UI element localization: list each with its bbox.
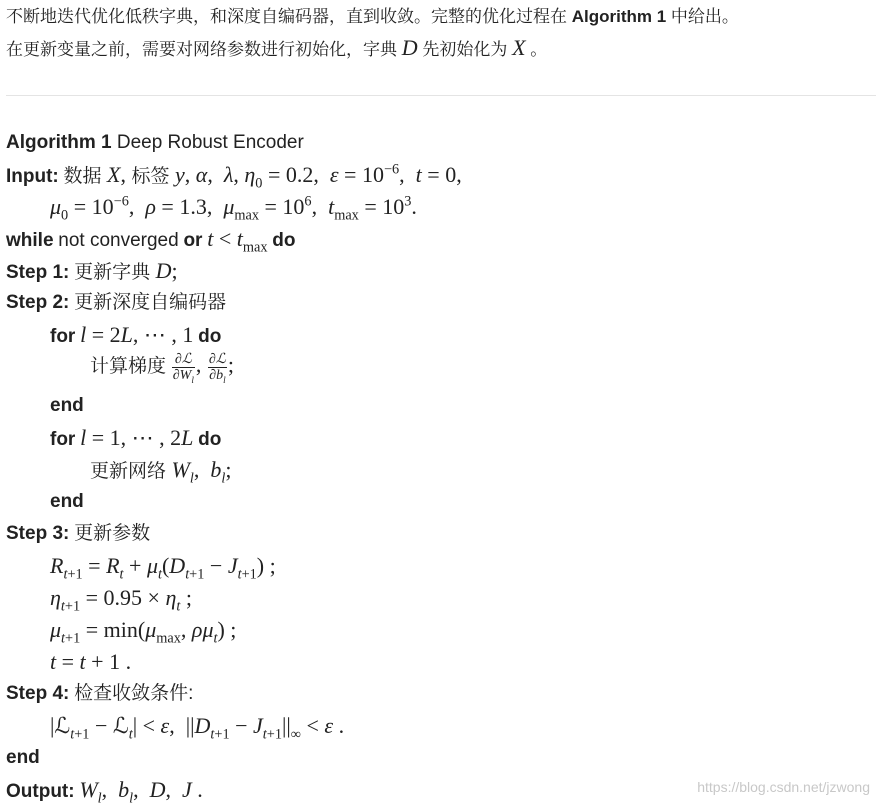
step4-keyword: Step 4:: [6, 683, 70, 704]
input-label-label: 标签: [131, 166, 170, 187]
while-line: [6, 226, 295, 254]
step3-text: 更新参数: [74, 523, 151, 544]
output-line: [6, 777, 203, 805]
convergence-line: [50, 713, 344, 741]
for-forward-line: [50, 425, 221, 453]
input-data-label: 数据: [63, 166, 102, 187]
end-line-2: [50, 489, 84, 515]
intro-text: 中给出。: [666, 7, 739, 26]
update-t-line: [50, 649, 131, 677]
update-eta-math: $\eta_{t+1} = 0.95 \times \eta_t$ ;: [50, 585, 192, 615]
for-forward-range: l = 1, ⋯ , 2L: [80, 425, 194, 450]
end-keyword: end: [50, 491, 84, 512]
intro-line-1: [6, 6, 739, 28]
step2-text: 更新深度自编码器: [74, 292, 227, 313]
gradient-line: 计算梯度 $\frac{\text{∂ℒ}}{\partial W_l}$ , $\frac{\text{∂ℒ}}{\partial b_l}$ ;: [90, 352, 235, 385]
input-params-b: y, α, λ, $\eta_0 = 0.2$, $\varepsilon = 10^{-6}$, t = 0,: [175, 161, 462, 192]
input-params-c: $\mu_0 = 10^{-6}$, ρ = 1.3, $\mu_{max} = 10^6$, $t_{max} = 10^3$.: [50, 193, 417, 224]
algorithm-name: Deep Robust Encoder: [111, 132, 304, 153]
input-line-2: [50, 194, 417, 222]
step1-keyword: Step 1:: [6, 262, 70, 283]
for-keyword: for: [50, 326, 76, 347]
step1-line: [6, 258, 178, 286]
step1-text: 更新字典: [74, 262, 151, 283]
end-line-1: [50, 393, 84, 419]
input-line-1: [6, 162, 462, 190]
end-keyword: end: [50, 395, 84, 416]
do-keyword: do: [272, 230, 296, 251]
input-keyword: Input:: [6, 166, 59, 187]
step3-keyword: Step 3:: [6, 523, 70, 544]
intro-algorithm-ref: Algorithm 1: [571, 7, 667, 26]
update-mu-line: [50, 617, 236, 645]
update-network-text: 更新网络: [90, 461, 167, 482]
algorithm-title: [6, 130, 304, 156]
update-eta-line: [50, 585, 192, 613]
algorithm-label: Algorithm 1: [6, 132, 112, 153]
update-r-line: [50, 553, 276, 581]
step1-math: D;: [155, 258, 178, 283]
intro-text: 。: [525, 40, 548, 59]
intro-line-2: [6, 37, 547, 61]
do-keyword: do: [198, 429, 222, 450]
convergence-math: |ℒ$_{t+1}$ − ℒ$_t$| < ε, $||D_{t+1} - J_{t+1}||_\infty < \varepsilon$ .: [50, 713, 345, 743]
update-mu-math: $\mu_{t+1} = \min(\mu_{max}$, $\rho\mu_t$) ;: [50, 617, 237, 647]
watermark-url: https://blog.csdn.net/jzwong: [697, 779, 870, 795]
grad-b-fraction: $\frac{\text{∂ℒ}}{\partial b_l}$: [208, 352, 226, 385]
while-condition-math: $t < t_{max}$: [207, 226, 268, 256]
update-network-math: $W_l$, $b_l$;: [171, 457, 232, 487]
step2-line: [6, 290, 226, 316]
section-divider: [6, 95, 876, 96]
do-keyword: do: [198, 326, 222, 347]
math-X: X: [512, 35, 526, 60]
end-while-line: [6, 745, 40, 771]
gradient-text: 计算梯度: [90, 356, 167, 377]
grad-w-fraction: $\frac{\text{∂ℒ}}{\partial W_l}$: [172, 352, 194, 385]
update-r-math: $R_{t+1} = R_t + \mu_t(D_{t+1} - J_{t+1})$ ;: [50, 553, 276, 583]
intro-text: 不断地迭代优化低秩字典，和深度自编码器，直到收敛。完整的优化过程在: [6, 7, 572, 26]
update-network-line: [90, 457, 231, 485]
or-keyword: or: [183, 230, 203, 251]
output-math: $W_l$, $b_l$, D, J .: [79, 777, 203, 806]
output-keyword: Output:: [6, 781, 75, 802]
for-backward-line: [50, 322, 221, 350]
step4-text: 检查收敛条件:: [74, 683, 194, 704]
input-params-a: X,: [107, 162, 132, 187]
step2-keyword: Step 2:: [6, 292, 70, 313]
intro-text: 先初始化为: [417, 40, 513, 59]
update-t-math: t = t + 1 .: [50, 649, 132, 674]
while-condition-text: not converged: [58, 230, 179, 251]
for-backward-range: l = 2L, ⋯ , 1: [80, 322, 194, 347]
end-keyword: end: [6, 747, 40, 768]
while-keyword: while: [6, 230, 54, 251]
step3-line: [6, 521, 150, 547]
math-D: D: [401, 35, 418, 60]
step4-line: [6, 681, 193, 707]
intro-text: 在更新变量之前，需要对网络参数进行初始化，字典: [6, 40, 402, 59]
for-keyword: for: [50, 429, 76, 450]
